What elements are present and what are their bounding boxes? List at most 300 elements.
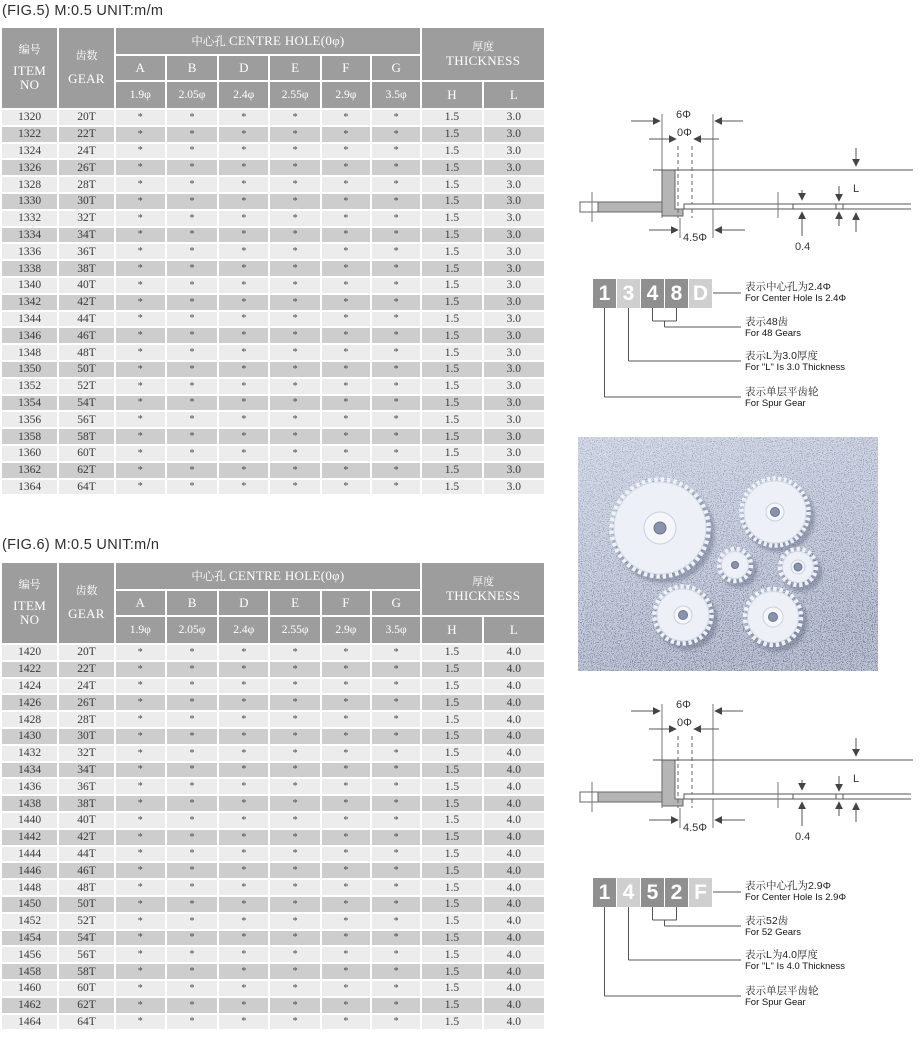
hole-e-cell: * bbox=[270, 463, 319, 478]
col-hole-e: E bbox=[270, 56, 319, 80]
hole-f-cell: * bbox=[322, 645, 370, 660]
gear-cell: 26T bbox=[59, 695, 113, 710]
hole-d-cell: * bbox=[219, 763, 268, 778]
hole-d-cell: * bbox=[219, 127, 268, 142]
hole-d-cell: * bbox=[219, 312, 268, 327]
table-row bbox=[2, 914, 544, 929]
hole-g-cell: * bbox=[372, 362, 420, 377]
gear-cell: 64T bbox=[59, 480, 113, 495]
thickness-h-cell: 1.5 bbox=[422, 211, 481, 226]
thickness-h-cell: 1.5 bbox=[422, 379, 481, 394]
hole-a-cell: * bbox=[116, 830, 165, 845]
thickness-h-cell: 1.5 bbox=[422, 144, 481, 159]
col-hole-d: D bbox=[219, 591, 268, 615]
hole-d-cell: * bbox=[219, 981, 268, 996]
part-number-legend-1348D bbox=[585, 276, 920, 421]
thickness-l-cell: 4.0 bbox=[484, 998, 544, 1013]
hole-a-cell: * bbox=[116, 695, 165, 710]
hole-a-cell: * bbox=[116, 295, 165, 310]
thickness-l-cell: 3.0 bbox=[484, 194, 544, 209]
item-no-cell: 1330 bbox=[2, 194, 57, 209]
thickness-l-cell: 3.0 bbox=[484, 177, 544, 192]
gear-cell: 46T bbox=[59, 863, 113, 878]
hole-a-cell: * bbox=[116, 712, 165, 727]
hole-d-cell: * bbox=[219, 813, 268, 828]
gear-cell: 60T bbox=[59, 446, 113, 461]
fig6-rows bbox=[2, 645, 544, 1029]
hole-f-cell: * bbox=[322, 396, 370, 411]
hole-d-cell: * bbox=[219, 328, 268, 343]
hole-g-cell: * bbox=[372, 312, 420, 327]
hole-a-cell: * bbox=[116, 847, 165, 862]
gear-cross-section-diagram bbox=[573, 106, 918, 256]
hole-f-cell: * bbox=[322, 328, 370, 343]
hole-d-cell: * bbox=[219, 931, 268, 946]
hole-f-cell: * bbox=[322, 312, 370, 327]
hole-g-cell: * bbox=[372, 295, 420, 310]
fig5-table bbox=[0, 26, 546, 496]
item-no-cell: 1460 bbox=[2, 981, 57, 996]
gear-cell: 40T bbox=[59, 278, 113, 293]
hole-g-cell: * bbox=[372, 729, 420, 744]
thickness-h-cell: 1.5 bbox=[422, 228, 481, 243]
hole-g-cell: * bbox=[372, 144, 420, 159]
hole-g-cell: * bbox=[372, 1015, 420, 1030]
table-row bbox=[2, 194, 544, 209]
thickness-h-cell: 1.5 bbox=[422, 779, 481, 794]
hole-f-cell: * bbox=[322, 446, 370, 461]
hole-f-cell: * bbox=[322, 746, 370, 761]
item-no-cell: 1324 bbox=[2, 144, 57, 159]
hole-d-cell: * bbox=[219, 662, 268, 677]
table-row bbox=[2, 127, 544, 142]
thickness-h-cell: 1.5 bbox=[422, 897, 481, 912]
hole-f-cell: * bbox=[322, 144, 370, 159]
table-row bbox=[2, 480, 544, 495]
hole-e-cell: * bbox=[270, 328, 319, 343]
hole-f-cell: * bbox=[322, 981, 370, 996]
item-no-cell: 1332 bbox=[2, 211, 57, 226]
table-row bbox=[2, 463, 544, 478]
hole-f-cell: * bbox=[322, 964, 370, 979]
table-row bbox=[2, 160, 544, 175]
hole-b-cell: * bbox=[167, 1015, 217, 1030]
hole-e-cell: * bbox=[270, 396, 319, 411]
gear-cell: 48T bbox=[59, 880, 113, 895]
hole-f-cell: * bbox=[322, 679, 370, 694]
hole-f-cell: * bbox=[322, 1015, 370, 1030]
hole-a-cell: * bbox=[116, 228, 165, 243]
hole-b-cell: * bbox=[167, 328, 217, 343]
hole-e-cell: * bbox=[270, 914, 319, 929]
item-no-cell: 1360 bbox=[2, 446, 57, 461]
item-no-cell: 1458 bbox=[2, 964, 57, 979]
hole-g-cell: * bbox=[372, 897, 420, 912]
hole-e-cell: * bbox=[270, 662, 319, 677]
table-row bbox=[2, 645, 544, 660]
dim-0phi-label: 0Φ bbox=[677, 717, 692, 729]
thickness-l-cell: 3.0 bbox=[484, 446, 544, 461]
gear-cell: 34T bbox=[59, 228, 113, 243]
col-hole-b: B bbox=[167, 591, 217, 615]
hole-e-cell: * bbox=[270, 1015, 319, 1030]
hole-f-cell: * bbox=[322, 847, 370, 862]
fig5-rows bbox=[2, 110, 544, 494]
hole-a-cell: * bbox=[116, 679, 165, 694]
hole-f-cell: * bbox=[322, 998, 370, 1013]
thickness-h-cell: 1.5 bbox=[422, 645, 481, 660]
hole-e-cell: * bbox=[270, 345, 319, 360]
thickness-l-cell: 4.0 bbox=[484, 947, 544, 962]
item-no-cell: 1326 bbox=[2, 160, 57, 175]
thickness-h-cell: 1.5 bbox=[422, 278, 481, 293]
hole-f-cell: * bbox=[322, 863, 370, 878]
item-no-cell: 1456 bbox=[2, 947, 57, 962]
gear-cell: 52T bbox=[59, 379, 113, 394]
hole-f-cell: * bbox=[322, 914, 370, 929]
hole-g-cell: * bbox=[372, 396, 420, 411]
col-hole-d: D bbox=[219, 56, 268, 80]
hole-g-cell: * bbox=[372, 261, 420, 276]
item-no-cell: 1342 bbox=[2, 295, 57, 310]
hole-g-cell: * bbox=[372, 278, 420, 293]
part-number-code bbox=[593, 279, 712, 308]
hole-e-cell: * bbox=[270, 362, 319, 377]
gear-cell: 38T bbox=[59, 261, 113, 276]
hole-d-cell: * bbox=[219, 863, 268, 878]
hole-g-cell: * bbox=[372, 429, 420, 444]
hole-b-cell: * bbox=[167, 144, 217, 159]
hole-a-cell: * bbox=[116, 194, 165, 209]
thickness-l-cell: 3.0 bbox=[484, 244, 544, 259]
table-row bbox=[2, 312, 544, 327]
gear-cell: 28T bbox=[59, 177, 113, 192]
hole-f-cell: * bbox=[322, 463, 370, 478]
thickness-h-cell: 1.5 bbox=[422, 295, 481, 310]
hole-d-cell: * bbox=[219, 211, 268, 226]
hole-f-cell: * bbox=[322, 480, 370, 495]
hole-a-cell: * bbox=[116, 813, 165, 828]
hole-g-cell: * bbox=[372, 931, 420, 946]
gear-cell: 30T bbox=[59, 729, 113, 744]
table-row bbox=[2, 931, 544, 946]
hole-f-cell: * bbox=[322, 695, 370, 710]
hole-e-cell: * bbox=[270, 695, 319, 710]
table-row bbox=[2, 295, 544, 310]
hole-f-cell: * bbox=[322, 379, 370, 394]
table-row bbox=[2, 328, 544, 343]
hole-b-cell: * bbox=[167, 830, 217, 845]
hole-d-cell: * bbox=[219, 429, 268, 444]
hole-b-cell: * bbox=[167, 412, 217, 427]
gear-cell: 24T bbox=[59, 144, 113, 159]
hole-e-cell: * bbox=[270, 194, 319, 209]
hole-g-cell: * bbox=[372, 947, 420, 962]
hole-g-cell: * bbox=[372, 412, 420, 427]
item-no-cell: 1436 bbox=[2, 779, 57, 794]
thickness-l-cell: 4.0 bbox=[484, 931, 544, 946]
gear-cell: 58T bbox=[59, 429, 113, 444]
hole-d-cell: * bbox=[219, 295, 268, 310]
hole-e-cell: * bbox=[270, 244, 319, 259]
hole-a-cell: * bbox=[116, 880, 165, 895]
thickness-h-cell: 1.5 bbox=[422, 328, 481, 343]
part-code-char: 2 bbox=[665, 878, 688, 907]
hole-d-cell: * bbox=[219, 964, 268, 979]
hole-e-cell: * bbox=[270, 144, 319, 159]
hole-b-cell: * bbox=[167, 662, 217, 677]
dim-l-label: L bbox=[853, 773, 860, 785]
col-hole-g: G bbox=[372, 591, 420, 615]
hole-f-cell: * bbox=[322, 813, 370, 828]
part-code-note: 表示单层平齿轮 For Spur Gear bbox=[745, 386, 819, 409]
thickness-l-cell: 3.0 bbox=[484, 160, 544, 175]
hole-b-cell: * bbox=[167, 863, 217, 878]
hole-g-cell: * bbox=[372, 662, 420, 677]
col-centre-hole: 中心孔 CENTRE HOLE(0φ) bbox=[116, 28, 421, 54]
col-hole-g: G bbox=[372, 56, 420, 80]
gear-cell: 50T bbox=[59, 897, 113, 912]
table-row bbox=[2, 228, 544, 243]
hole-b-cell: * bbox=[167, 261, 217, 276]
hole-f-cell: * bbox=[322, 244, 370, 259]
hole-g-cell: * bbox=[372, 712, 420, 727]
hole-d-cell: * bbox=[219, 345, 268, 360]
hole-g-cell: * bbox=[372, 194, 420, 209]
hole-b-cell: * bbox=[167, 729, 217, 744]
fig5-title: (FIG.5) M:0.5 UNIT:m/m bbox=[2, 3, 164, 19]
gear-cell: 48T bbox=[59, 345, 113, 360]
thickness-l-cell: 3.0 bbox=[484, 379, 544, 394]
hole-e-cell: * bbox=[270, 964, 319, 979]
item-no-cell: 1320 bbox=[2, 110, 57, 125]
part-code-char: 4 bbox=[641, 279, 664, 308]
thickness-l-cell: 4.0 bbox=[484, 897, 544, 912]
hole-g-cell: * bbox=[372, 863, 420, 878]
hole-b-cell: * bbox=[167, 244, 217, 259]
table-row bbox=[2, 429, 544, 444]
gear-cell: 44T bbox=[59, 312, 113, 327]
hole-a-cell: * bbox=[116, 763, 165, 778]
table-row bbox=[2, 379, 544, 394]
hole-a-cell: * bbox=[116, 947, 165, 962]
part-code-note: 表示中心孔为2.9Φ For Center Hole Is 2.9Φ bbox=[745, 880, 847, 903]
thickness-h-cell: 1.5 bbox=[422, 429, 481, 444]
hole-b-cell: * bbox=[167, 480, 217, 495]
thickness-h-cell: 1.5 bbox=[422, 244, 481, 259]
hole-b-cell: * bbox=[167, 379, 217, 394]
dim-45phi-label: 4.5Φ bbox=[683, 822, 708, 834]
hole-d-cell: * bbox=[219, 712, 268, 727]
part-number-code bbox=[593, 878, 712, 907]
thickness-l-cell: 4.0 bbox=[484, 847, 544, 862]
thickness-l-cell: 3.0 bbox=[484, 463, 544, 478]
thickness-l-cell: 3.0 bbox=[484, 429, 544, 444]
thickness-h-cell: 1.5 bbox=[422, 763, 481, 778]
hole-b-cell: * bbox=[167, 998, 217, 1013]
hole-a-cell: * bbox=[116, 779, 165, 794]
item-no-cell: 1464 bbox=[2, 1015, 57, 1030]
hole-f-cell: * bbox=[322, 412, 370, 427]
col-hole-g-size: 3.5φ bbox=[372, 82, 420, 108]
gear-cell: 58T bbox=[59, 964, 113, 979]
hole-d-cell: * bbox=[219, 160, 268, 175]
thickness-h-cell: 1.5 bbox=[422, 412, 481, 427]
gear-cell: 64T bbox=[59, 1015, 113, 1030]
col-hole-b-size: 2.05φ bbox=[167, 82, 217, 108]
hole-a-cell: * bbox=[116, 796, 165, 811]
table-row bbox=[2, 830, 544, 845]
hole-e-cell: * bbox=[270, 110, 319, 125]
gear-cell: 50T bbox=[59, 362, 113, 377]
col-gear: 齿数 GEAR bbox=[59, 28, 113, 108]
item-no-cell: 1336 bbox=[2, 244, 57, 259]
thickness-h-cell: 1.5 bbox=[422, 1015, 481, 1030]
hole-a-cell: * bbox=[116, 110, 165, 125]
hole-b-cell: * bbox=[167, 127, 217, 142]
item-no-cell: 1454 bbox=[2, 931, 57, 946]
dim-45phi-label: 4.5Φ bbox=[683, 232, 708, 244]
hole-a-cell: * bbox=[116, 897, 165, 912]
hole-e-cell: * bbox=[270, 746, 319, 761]
hole-a-cell: * bbox=[116, 746, 165, 761]
thickness-l-cell: 4.0 bbox=[484, 779, 544, 794]
hole-a-cell: * bbox=[116, 244, 165, 259]
col-item-no: 编号 ITEM NO bbox=[2, 28, 57, 108]
item-no-cell: 1442 bbox=[2, 830, 57, 845]
thickness-l-cell: 3.0 bbox=[484, 278, 544, 293]
item-no-cell: 1452 bbox=[2, 914, 57, 929]
thickness-l-cell: 4.0 bbox=[484, 1015, 544, 1030]
hole-b-cell: * bbox=[167, 396, 217, 411]
hole-g-cell: * bbox=[372, 964, 420, 979]
col-hole-a-size: 1.9φ bbox=[116, 617, 165, 643]
hole-g-cell: * bbox=[372, 446, 420, 461]
thickness-h-cell: 1.5 bbox=[422, 446, 481, 461]
hole-f-cell: * bbox=[322, 880, 370, 895]
fig6-table bbox=[0, 561, 546, 1031]
col-thickness-h: H bbox=[422, 617, 481, 643]
item-no-cell: 1344 bbox=[2, 312, 57, 327]
hole-a-cell: * bbox=[116, 914, 165, 929]
gear-cell: 36T bbox=[59, 244, 113, 259]
hole-e-cell: * bbox=[270, 998, 319, 1013]
gear-cell: 46T bbox=[59, 328, 113, 343]
gear-cell: 36T bbox=[59, 779, 113, 794]
gear-cell: 62T bbox=[59, 463, 113, 478]
hole-a-cell: * bbox=[116, 412, 165, 427]
thickness-l-cell: 4.0 bbox=[484, 964, 544, 979]
hole-d-cell: * bbox=[219, 645, 268, 660]
table-row bbox=[2, 729, 544, 744]
thickness-h-cell: 1.5 bbox=[422, 345, 481, 360]
col-item-no: 编号 ITEM NO bbox=[2, 563, 57, 643]
hole-g-cell: * bbox=[372, 177, 420, 192]
hole-a-cell: * bbox=[116, 981, 165, 996]
hole-a-cell: * bbox=[116, 211, 165, 226]
hole-d-cell: * bbox=[219, 830, 268, 845]
hole-e-cell: * bbox=[270, 211, 319, 226]
thickness-l-cell: 4.0 bbox=[484, 981, 544, 996]
part-code-char: 3 bbox=[617, 279, 640, 308]
hole-d-cell: * bbox=[219, 779, 268, 794]
part-code-char: 5 bbox=[641, 878, 664, 907]
hole-d-cell: * bbox=[219, 746, 268, 761]
thickness-l-cell: 4.0 bbox=[484, 863, 544, 878]
hole-g-cell: * bbox=[372, 127, 420, 142]
item-no-cell: 1358 bbox=[2, 429, 57, 444]
hole-a-cell: * bbox=[116, 160, 165, 175]
item-no-cell: 1432 bbox=[2, 746, 57, 761]
table-row bbox=[2, 362, 544, 377]
item-no-cell: 1446 bbox=[2, 863, 57, 878]
hole-d-cell: * bbox=[219, 177, 268, 192]
part-code-char: 1 bbox=[593, 878, 616, 907]
col-hole-b-size: 2.05φ bbox=[167, 617, 217, 643]
table-row bbox=[2, 412, 544, 427]
thickness-h-cell: 1.5 bbox=[422, 813, 481, 828]
thickness-h-cell: 1.5 bbox=[422, 914, 481, 929]
hole-d-cell: * bbox=[219, 228, 268, 243]
part-code-char: D bbox=[689, 279, 712, 308]
hole-a-cell: * bbox=[116, 127, 165, 142]
col-hole-f-size: 2.9φ bbox=[322, 82, 370, 108]
hole-e-cell: * bbox=[270, 177, 319, 192]
hole-f-cell: * bbox=[322, 662, 370, 677]
hole-a-cell: * bbox=[116, 278, 165, 293]
hole-d-cell: * bbox=[219, 480, 268, 495]
hole-e-cell: * bbox=[270, 863, 319, 878]
table-row bbox=[2, 779, 544, 794]
hole-d-cell: * bbox=[219, 679, 268, 694]
hole-d-cell: * bbox=[219, 110, 268, 125]
hole-d-cell: * bbox=[219, 244, 268, 259]
hole-f-cell: * bbox=[322, 160, 370, 175]
item-no-cell: 1350 bbox=[2, 362, 57, 377]
thickness-l-cell: 4.0 bbox=[484, 914, 544, 929]
hole-a-cell: * bbox=[116, 998, 165, 1013]
item-no-cell: 1428 bbox=[2, 712, 57, 727]
table-row bbox=[2, 446, 544, 461]
hole-g-cell: * bbox=[372, 244, 420, 259]
col-thickness: 厚度 THICKNESS bbox=[422, 28, 544, 80]
thickness-h-cell: 1.5 bbox=[422, 695, 481, 710]
thickness-l-cell: 4.0 bbox=[484, 880, 544, 895]
hole-e-cell: * bbox=[270, 228, 319, 243]
hole-d-cell: * bbox=[219, 796, 268, 811]
thickness-l-cell: 4.0 bbox=[484, 679, 544, 694]
hole-f-cell: * bbox=[322, 261, 370, 276]
table-row bbox=[2, 244, 544, 259]
hole-d-cell: * bbox=[219, 379, 268, 394]
hole-g-cell: * bbox=[372, 880, 420, 895]
hole-b-cell: * bbox=[167, 110, 217, 125]
hole-e-cell: * bbox=[270, 429, 319, 444]
hole-d-cell: * bbox=[219, 1015, 268, 1030]
gear-cell: 56T bbox=[59, 947, 113, 962]
hole-g-cell: * bbox=[372, 328, 420, 343]
gear-cell: 52T bbox=[59, 914, 113, 929]
hole-b-cell: * bbox=[167, 211, 217, 226]
item-no-cell: 1426 bbox=[2, 695, 57, 710]
part-code-note: 表示L为3.0厚度 For "L" Is 3.0 Thickness bbox=[745, 350, 846, 373]
hole-b-cell: * bbox=[167, 194, 217, 209]
hole-b-cell: * bbox=[167, 746, 217, 761]
thickness-h-cell: 1.5 bbox=[422, 194, 481, 209]
thickness-h-cell: 1.5 bbox=[422, 981, 481, 996]
table-row bbox=[2, 998, 544, 1013]
hole-d-cell: * bbox=[219, 897, 268, 912]
